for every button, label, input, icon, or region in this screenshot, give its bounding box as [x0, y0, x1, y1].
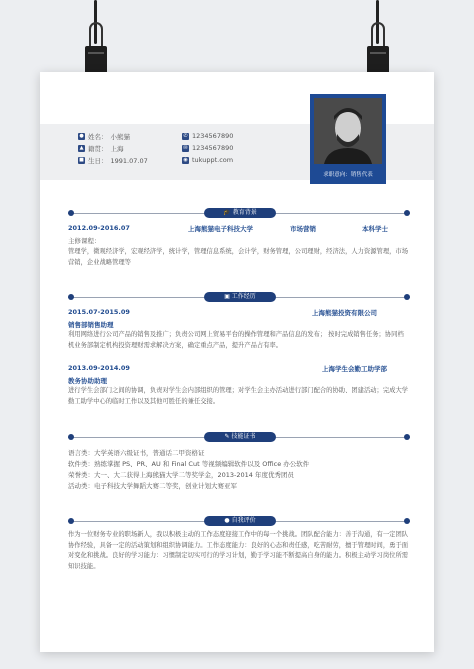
user-icon: ● [224, 517, 232, 524]
skill-row [68, 470, 294, 479]
work-2-company: 上海学生会勤工助学部 [322, 365, 387, 373]
education-title-text: 教育背景 [232, 209, 257, 216]
work-1-period: 2015.07-2015.09 [68, 308, 130, 316]
courses-title: 主修课程： [68, 237, 101, 245]
self-eval-header [68, 516, 410, 526]
email-value: 1234567890 [192, 144, 234, 152]
profile-photo [314, 98, 382, 164]
certificate-icon: ✎ [224, 433, 232, 440]
origin-value: 上海 [110, 145, 124, 153]
binder-clip-right [365, 0, 391, 80]
phone-value: 1234567890 [192, 132, 234, 140]
education-header [68, 208, 410, 218]
self-eval-title-text: 自我评价 [231, 517, 256, 524]
skill-row [68, 481, 237, 490]
calendar-icon: ■ [79, 157, 84, 163]
name-label: 姓名： [88, 133, 108, 141]
binder-clip-left [83, 0, 109, 80]
origin-label: 籍贯： [88, 145, 108, 153]
work-1-title: 销售部销售助理 [68, 321, 114, 329]
person-icon: ● [79, 133, 84, 139]
skill-text: 大一、大二获得上海熊猫大学二等奖学金，2013-2014 年度优秀团员 [94, 471, 294, 479]
phone-row [182, 132, 233, 140]
skill-text: 电子科技大学舞蹈大赛二等奖，创业计划大赛亚军 [94, 482, 237, 490]
site-row [182, 156, 233, 164]
email-row [182, 144, 233, 152]
job-intent [314, 170, 382, 178]
work-2-period: 2013.09-2014.09 [68, 364, 130, 372]
skills-header [68, 432, 410, 442]
mortarboard-icon: 🎓 [223, 209, 233, 216]
globe-icon: ◉ [183, 156, 188, 163]
work-title-text: 工作经历 [231, 293, 256, 300]
home-icon: ▲ [79, 145, 84, 151]
skill-label: 荣誉类： [68, 471, 94, 479]
birth-row [78, 156, 148, 165]
courses-text: 管理学，微观经济学，宏观经济学，统计学，管理信息系统，会计学，财务管理，公司理财，经济法，人力资源管理，市场营销，企业战略管理等 [68, 248, 409, 266]
education-title [204, 208, 276, 218]
work-title [204, 292, 276, 302]
self-eval-title [204, 516, 276, 526]
skill-label: 活动类： [68, 482, 94, 490]
job-label: 求职意向： [323, 172, 351, 178]
profile-photo-frame [310, 94, 386, 184]
work-2-title: 教务协助助理 [68, 377, 107, 385]
birth-label: 生日： [88, 157, 108, 165]
resume-page [40, 72, 434, 652]
job-value: 销售代表 [350, 172, 373, 178]
skill-text: 熟练掌握 PS、PR、AU 和 Final Cut 等视频编辑软件以及 Office 办公软件 [94, 460, 310, 468]
edu-period: 2012.09-2016.07 [68, 224, 130, 232]
skill-row [68, 448, 205, 457]
edu-school: 上海熊猫电子科技大学 [188, 225, 253, 233]
work-header [68, 292, 410, 302]
skill-label: 软件类： [68, 460, 94, 468]
work-1-desc: 利用网络进行公司产品的销售及推广；负责公司网上贸易平台的操作管理和产品信息的发布； 按时完成销售任务；协同档机业务部制定机构投资理财需求解决方案，确定重点产品，提升产品占有率。 [68, 331, 404, 349]
name-row [78, 132, 130, 141]
site-value: tukuppt.com [192, 156, 234, 164]
skill-text: 大学英语六级证书，普通话二甲资格证 [94, 449, 205, 457]
phone-icon: ✆ [183, 132, 188, 139]
name-value: 小熊猫 [110, 133, 130, 141]
edu-major: 市场营销 [290, 225, 316, 233]
self-eval-text: 作为一位财务专业的职场新人，我以积极主动的工作态度迎接工作中的每一个挑战。团队配合能力：善于沟通，有一定团队协作经验，具备一定的活动策划和组织协调能力。工作态度能力：良好的心态和责任感，吃苦耐劳，擅于管理时间，勇于面对变化和挑战。良好的学习能力：习惯制定切实可行的学习计划，勤于学习能不断提高自身的能力。积极主动学习岗位所需知识技能。 [68, 531, 409, 570]
birth-value: 1991.07.07 [110, 156, 148, 165]
work-2-desc: 进行学生会部门之间的协调，负责对学生会内部组织的管理；对学生会主办活动进行部门配合的协助、团建活动；完成大学勤工助学中心的临时工作以及其他可胜任的兼任交接。 [68, 387, 409, 405]
skills-title-text: 技能证书 [231, 433, 256, 440]
briefcase-icon: ▣ [224, 293, 232, 300]
skill-row [68, 459, 309, 468]
skill-label: 语言类： [68, 449, 94, 457]
skills-title [204, 432, 276, 442]
mail-icon: ✉ [183, 144, 188, 151]
origin-row [78, 144, 124, 153]
edu-degree: 本科学士 [362, 225, 388, 233]
work-1-company: 上海熊猫投资有限公司 [312, 309, 377, 317]
